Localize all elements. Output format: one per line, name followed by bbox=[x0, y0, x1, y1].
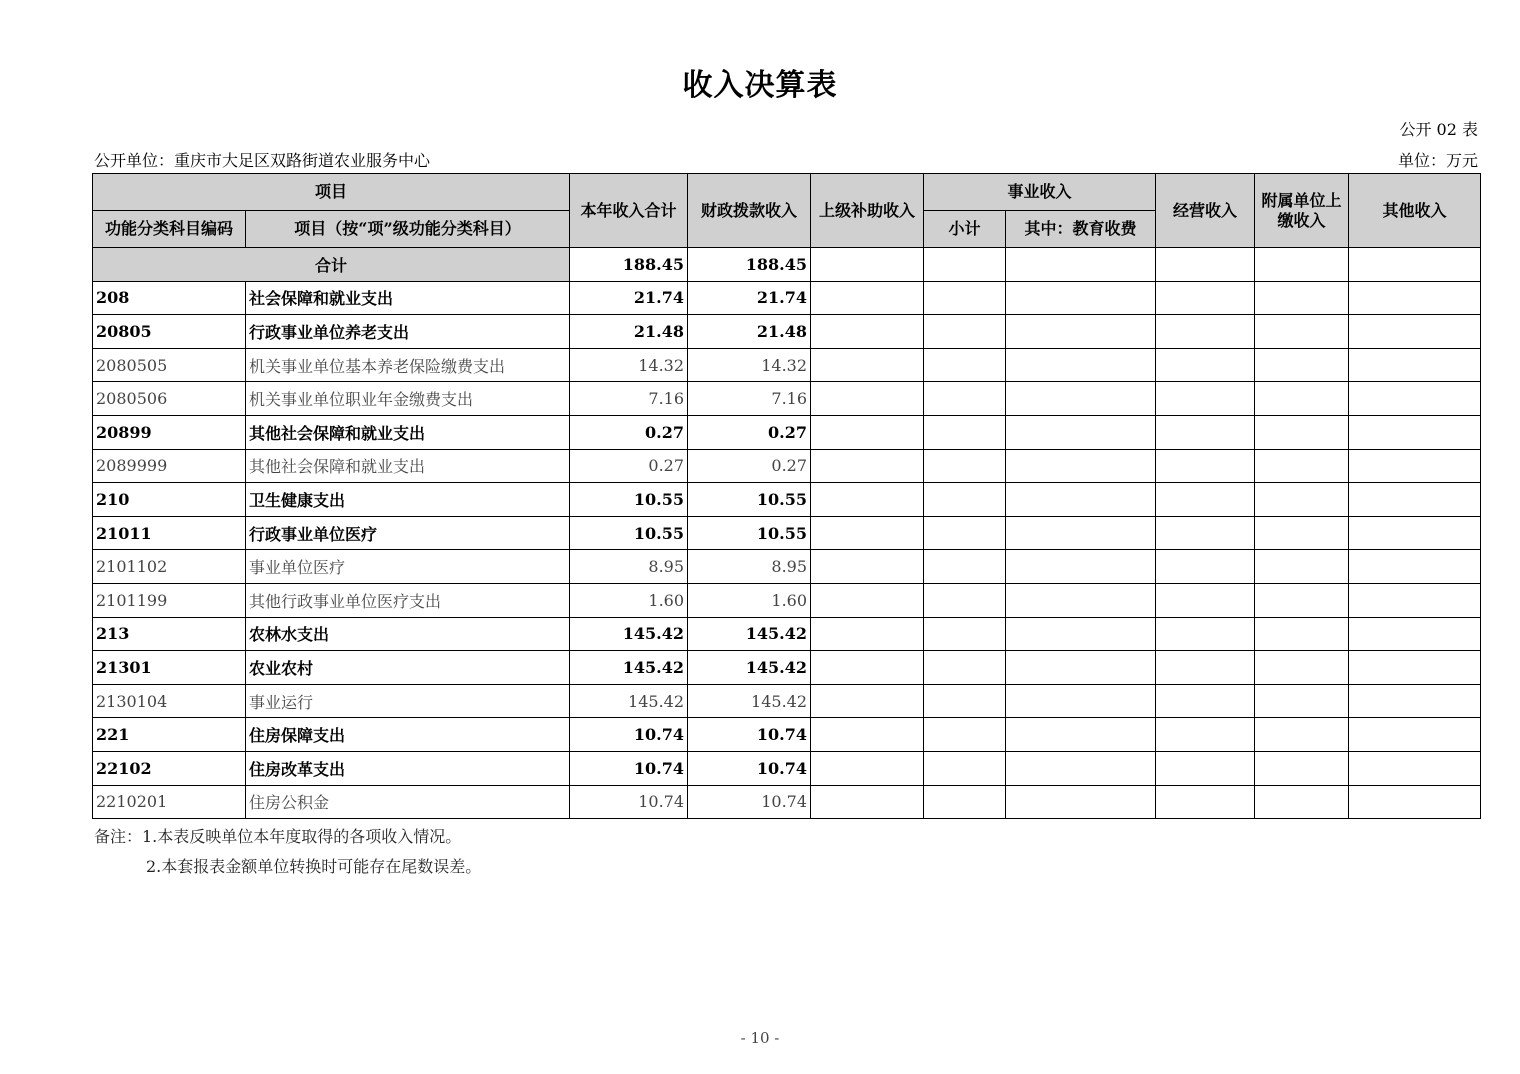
row-fiscal: 10.55 bbox=[688, 516, 811, 550]
empty-cell bbox=[1255, 315, 1349, 349]
empty-cell bbox=[1006, 348, 1156, 382]
row-total: 145.42 bbox=[570, 684, 688, 718]
empty-cell bbox=[1006, 617, 1156, 651]
empty-cell bbox=[1156, 651, 1255, 685]
row-name: 机关事业单位基本养老保险缴费支出 bbox=[246, 348, 570, 382]
empty-cell bbox=[811, 449, 924, 483]
table-row bbox=[93, 315, 1481, 349]
header-total: 本年收入合计 bbox=[570, 174, 688, 248]
row-code: 2080506 bbox=[93, 382, 246, 416]
row-total: 21.74 bbox=[570, 281, 688, 315]
empty-cell bbox=[924, 785, 1006, 819]
empty-cell bbox=[1156, 415, 1255, 449]
row-fiscal: 10.74 bbox=[688, 718, 811, 752]
empty-cell bbox=[1349, 516, 1481, 550]
empty-cell bbox=[1006, 583, 1156, 617]
empty-cell bbox=[1349, 248, 1481, 282]
empty-cell bbox=[1006, 248, 1156, 282]
empty-cell bbox=[1255, 751, 1349, 785]
empty-cell bbox=[924, 382, 1006, 416]
empty-cell bbox=[1255, 281, 1349, 315]
empty-cell bbox=[1156, 751, 1255, 785]
empty-cell bbox=[1156, 785, 1255, 819]
header-career-edu: 其中：教育收费 bbox=[1006, 211, 1156, 248]
table-row bbox=[93, 516, 1481, 550]
row-fiscal: 8.95 bbox=[688, 550, 811, 584]
empty-cell bbox=[1156, 281, 1255, 315]
row-total: 10.74 bbox=[570, 751, 688, 785]
header-superior: 上级补助收入 bbox=[811, 174, 924, 248]
empty-cell bbox=[1349, 617, 1481, 651]
empty-cell bbox=[1156, 684, 1255, 718]
row-code: 2080505 bbox=[93, 348, 246, 382]
empty-cell bbox=[1255, 550, 1349, 584]
empty-cell bbox=[924, 583, 1006, 617]
row-total: 7.16 bbox=[570, 382, 688, 416]
empty-cell bbox=[924, 483, 1006, 517]
row-total: 10.55 bbox=[570, 516, 688, 550]
empty-cell bbox=[1156, 315, 1255, 349]
table-row bbox=[93, 449, 1481, 483]
empty-cell bbox=[1006, 751, 1156, 785]
table-row bbox=[93, 785, 1481, 819]
row-fiscal: 145.42 bbox=[688, 651, 811, 685]
row-fiscal: 21.74 bbox=[688, 281, 811, 315]
empty-cell bbox=[1349, 281, 1481, 315]
empty-cell bbox=[1255, 348, 1349, 382]
empty-cell bbox=[811, 583, 924, 617]
row-code: 2089999 bbox=[93, 449, 246, 483]
row-name: 行政事业单位医疗 bbox=[246, 516, 570, 550]
empty-cell bbox=[1255, 248, 1349, 282]
empty-cell bbox=[811, 651, 924, 685]
empty-cell bbox=[811, 248, 924, 282]
empty-cell bbox=[1255, 415, 1349, 449]
empty-cell bbox=[1255, 516, 1349, 550]
empty-cell bbox=[1349, 583, 1481, 617]
row-name: 其他社会保障和就业支出 bbox=[246, 449, 570, 483]
table-row bbox=[93, 617, 1481, 651]
row-name: 事业运行 bbox=[246, 684, 570, 718]
empty-cell bbox=[1156, 718, 1255, 752]
empty-cell bbox=[1156, 583, 1255, 617]
empty-cell bbox=[924, 718, 1006, 752]
empty-cell bbox=[811, 348, 924, 382]
empty-cell bbox=[1006, 281, 1156, 315]
table-row bbox=[93, 583, 1481, 617]
row-fiscal: 10.55 bbox=[688, 483, 811, 517]
row-total: 10.74 bbox=[570, 785, 688, 819]
table-row bbox=[93, 415, 1481, 449]
empty-cell bbox=[1255, 382, 1349, 416]
row-total: 8.95 bbox=[570, 550, 688, 584]
row-fiscal: 145.42 bbox=[688, 684, 811, 718]
empty-cell bbox=[811, 483, 924, 517]
row-total: 0.27 bbox=[570, 449, 688, 483]
empty-cell bbox=[1349, 449, 1481, 483]
row-name: 住房改革支出 bbox=[246, 751, 570, 785]
header-item: 项目 bbox=[93, 174, 570, 211]
row-fiscal: 0.27 bbox=[688, 449, 811, 483]
table-row bbox=[93, 550, 1481, 584]
row-code: 2210201 bbox=[93, 785, 246, 819]
table-row bbox=[93, 751, 1481, 785]
empty-cell bbox=[924, 248, 1006, 282]
empty-cell bbox=[1156, 617, 1255, 651]
empty-cell bbox=[1255, 583, 1349, 617]
total-row bbox=[93, 248, 1481, 282]
empty-cell bbox=[924, 684, 1006, 718]
row-total: 145.42 bbox=[570, 651, 688, 685]
empty-cell bbox=[924, 281, 1006, 315]
empty-cell bbox=[1349, 348, 1481, 382]
empty-cell bbox=[924, 315, 1006, 349]
empty-cell bbox=[1349, 382, 1481, 416]
row-fiscal: 21.48 bbox=[688, 315, 811, 349]
empty-cell bbox=[924, 751, 1006, 785]
empty-cell bbox=[1156, 449, 1255, 483]
row-name: 住房保障支出 bbox=[246, 718, 570, 752]
reporting-unit: 公开单位：重庆市大足区双路街道农业服务中心 bbox=[94, 151, 431, 170]
empty-cell bbox=[1006, 651, 1156, 685]
currency-unit: 单位：万元 bbox=[1397, 151, 1478, 170]
table-row bbox=[93, 281, 1481, 315]
empty-cell bbox=[1255, 617, 1349, 651]
empty-cell bbox=[1349, 751, 1481, 785]
row-total: 0.27 bbox=[570, 415, 688, 449]
row-name: 机关事业单位职业年金缴费支出 bbox=[246, 382, 570, 416]
empty-cell bbox=[1255, 684, 1349, 718]
row-total: 145.42 bbox=[570, 617, 688, 651]
header-business: 经营收入 bbox=[1156, 174, 1255, 248]
empty-cell bbox=[811, 617, 924, 651]
header-affiliate: 附属单位上缴收入 bbox=[1255, 174, 1349, 248]
table-row bbox=[93, 718, 1481, 752]
empty-cell bbox=[1006, 785, 1156, 819]
row-total: 21.48 bbox=[570, 315, 688, 349]
empty-cell bbox=[1006, 382, 1156, 416]
empty-cell bbox=[811, 785, 924, 819]
income-table bbox=[92, 173, 1481, 819]
row-name: 农林水支出 bbox=[246, 617, 570, 651]
table-row bbox=[93, 684, 1481, 718]
empty-cell bbox=[1006, 415, 1156, 449]
empty-cell bbox=[1006, 516, 1156, 550]
row-name: 事业单位医疗 bbox=[246, 550, 570, 584]
empty-cell bbox=[1156, 382, 1255, 416]
empty-cell bbox=[924, 516, 1006, 550]
empty-cell bbox=[924, 348, 1006, 382]
row-name: 行政事业单位养老支出 bbox=[246, 315, 570, 349]
row-fiscal: 1.60 bbox=[688, 583, 811, 617]
note-2: 2.本套报表金额单位转换时可能存在尾数误差。 bbox=[146, 857, 482, 876]
empty-cell bbox=[1006, 483, 1156, 517]
row-code: 22102 bbox=[93, 751, 246, 785]
empty-cell bbox=[1349, 718, 1481, 752]
empty-cell bbox=[811, 415, 924, 449]
page-title: 收入决算表 bbox=[682, 68, 838, 103]
row-code: 20805 bbox=[93, 315, 246, 349]
row-total: 1.60 bbox=[570, 583, 688, 617]
empty-cell bbox=[1006, 550, 1156, 584]
row-total: 10.74 bbox=[570, 718, 688, 752]
row-fiscal: 10.74 bbox=[688, 751, 811, 785]
row-code: 208 bbox=[93, 281, 246, 315]
row-fiscal: 7.16 bbox=[688, 382, 811, 416]
empty-cell bbox=[1349, 415, 1481, 449]
row-code: 21011 bbox=[93, 516, 246, 550]
row-fiscal: 10.74 bbox=[688, 785, 811, 819]
empty-cell bbox=[924, 415, 1006, 449]
empty-cell bbox=[1156, 248, 1255, 282]
row-code: 2130104 bbox=[93, 684, 246, 718]
row-fiscal: 145.42 bbox=[688, 617, 811, 651]
empty-cell bbox=[1255, 449, 1349, 483]
table-row bbox=[93, 483, 1481, 517]
row-name: 住房公积金 bbox=[246, 785, 570, 819]
row-fiscal: 14.32 bbox=[688, 348, 811, 382]
table-row bbox=[93, 382, 1481, 416]
header-code: 功能分类科目编码 bbox=[93, 211, 246, 248]
table-row bbox=[93, 651, 1481, 685]
empty-cell bbox=[811, 382, 924, 416]
empty-cell bbox=[811, 684, 924, 718]
row-code: 21301 bbox=[93, 651, 246, 685]
note-1: 备注：1.本表反映单位本年度取得的各项收入情况。 bbox=[94, 827, 462, 846]
empty-cell bbox=[1255, 483, 1349, 517]
empty-cell bbox=[924, 550, 1006, 584]
row-name: 农业农村 bbox=[246, 651, 570, 685]
header-name: 项目（按“项”级功能分类科目） bbox=[246, 211, 570, 248]
empty-cell bbox=[1255, 718, 1349, 752]
empty-cell bbox=[1006, 718, 1156, 752]
row-name: 其他社会保障和就业支出 bbox=[246, 415, 570, 449]
page-number: - 10 - bbox=[740, 1029, 780, 1047]
row-code: 2101199 bbox=[93, 583, 246, 617]
row-name: 卫生健康支出 bbox=[246, 483, 570, 517]
empty-cell bbox=[811, 315, 924, 349]
empty-cell bbox=[1349, 684, 1481, 718]
row-name: 其他行政事业单位医疗支出 bbox=[246, 583, 570, 617]
header-fiscal: 财政拨款收入 bbox=[688, 174, 811, 248]
header-career: 事业收入 bbox=[924, 174, 1156, 211]
notes bbox=[94, 822, 481, 882]
empty-cell bbox=[924, 617, 1006, 651]
row-total: 10.55 bbox=[570, 483, 688, 517]
empty-cell bbox=[1156, 550, 1255, 584]
form-number: 公开 02 表 bbox=[1399, 120, 1478, 139]
row-fiscal: 0.27 bbox=[688, 415, 811, 449]
empty-cell bbox=[1255, 785, 1349, 819]
empty-cell bbox=[1349, 483, 1481, 517]
row-code: 210 bbox=[93, 483, 246, 517]
empty-cell bbox=[811, 516, 924, 550]
empty-cell bbox=[1255, 651, 1349, 685]
empty-cell bbox=[1006, 684, 1156, 718]
row-code: 2101102 bbox=[93, 550, 246, 584]
empty-cell bbox=[1349, 651, 1481, 685]
empty-cell bbox=[924, 449, 1006, 483]
header-other: 其他收入 bbox=[1349, 174, 1481, 248]
empty-cell bbox=[1156, 348, 1255, 382]
empty-cell bbox=[1156, 516, 1255, 550]
row-code: 221 bbox=[93, 718, 246, 752]
row-code: 20899 bbox=[93, 415, 246, 449]
total-fiscal: 188.45 bbox=[688, 248, 811, 282]
row-code: 213 bbox=[93, 617, 246, 651]
row-name: 社会保障和就业支出 bbox=[246, 281, 570, 315]
empty-cell bbox=[1156, 483, 1255, 517]
empty-cell bbox=[1349, 550, 1481, 584]
total-label: 合计 bbox=[93, 248, 570, 282]
empty-cell bbox=[1006, 315, 1156, 349]
empty-cell bbox=[1349, 315, 1481, 349]
empty-cell bbox=[1006, 449, 1156, 483]
header-career-subtotal: 小计 bbox=[924, 211, 1006, 248]
empty-cell bbox=[811, 281, 924, 315]
empty-cell bbox=[811, 718, 924, 752]
row-total: 14.32 bbox=[570, 348, 688, 382]
empty-cell bbox=[1349, 785, 1481, 819]
empty-cell bbox=[811, 751, 924, 785]
empty-cell bbox=[924, 651, 1006, 685]
empty-cell bbox=[811, 550, 924, 584]
table-row bbox=[93, 348, 1481, 382]
total-sum: 188.45 bbox=[570, 248, 688, 282]
